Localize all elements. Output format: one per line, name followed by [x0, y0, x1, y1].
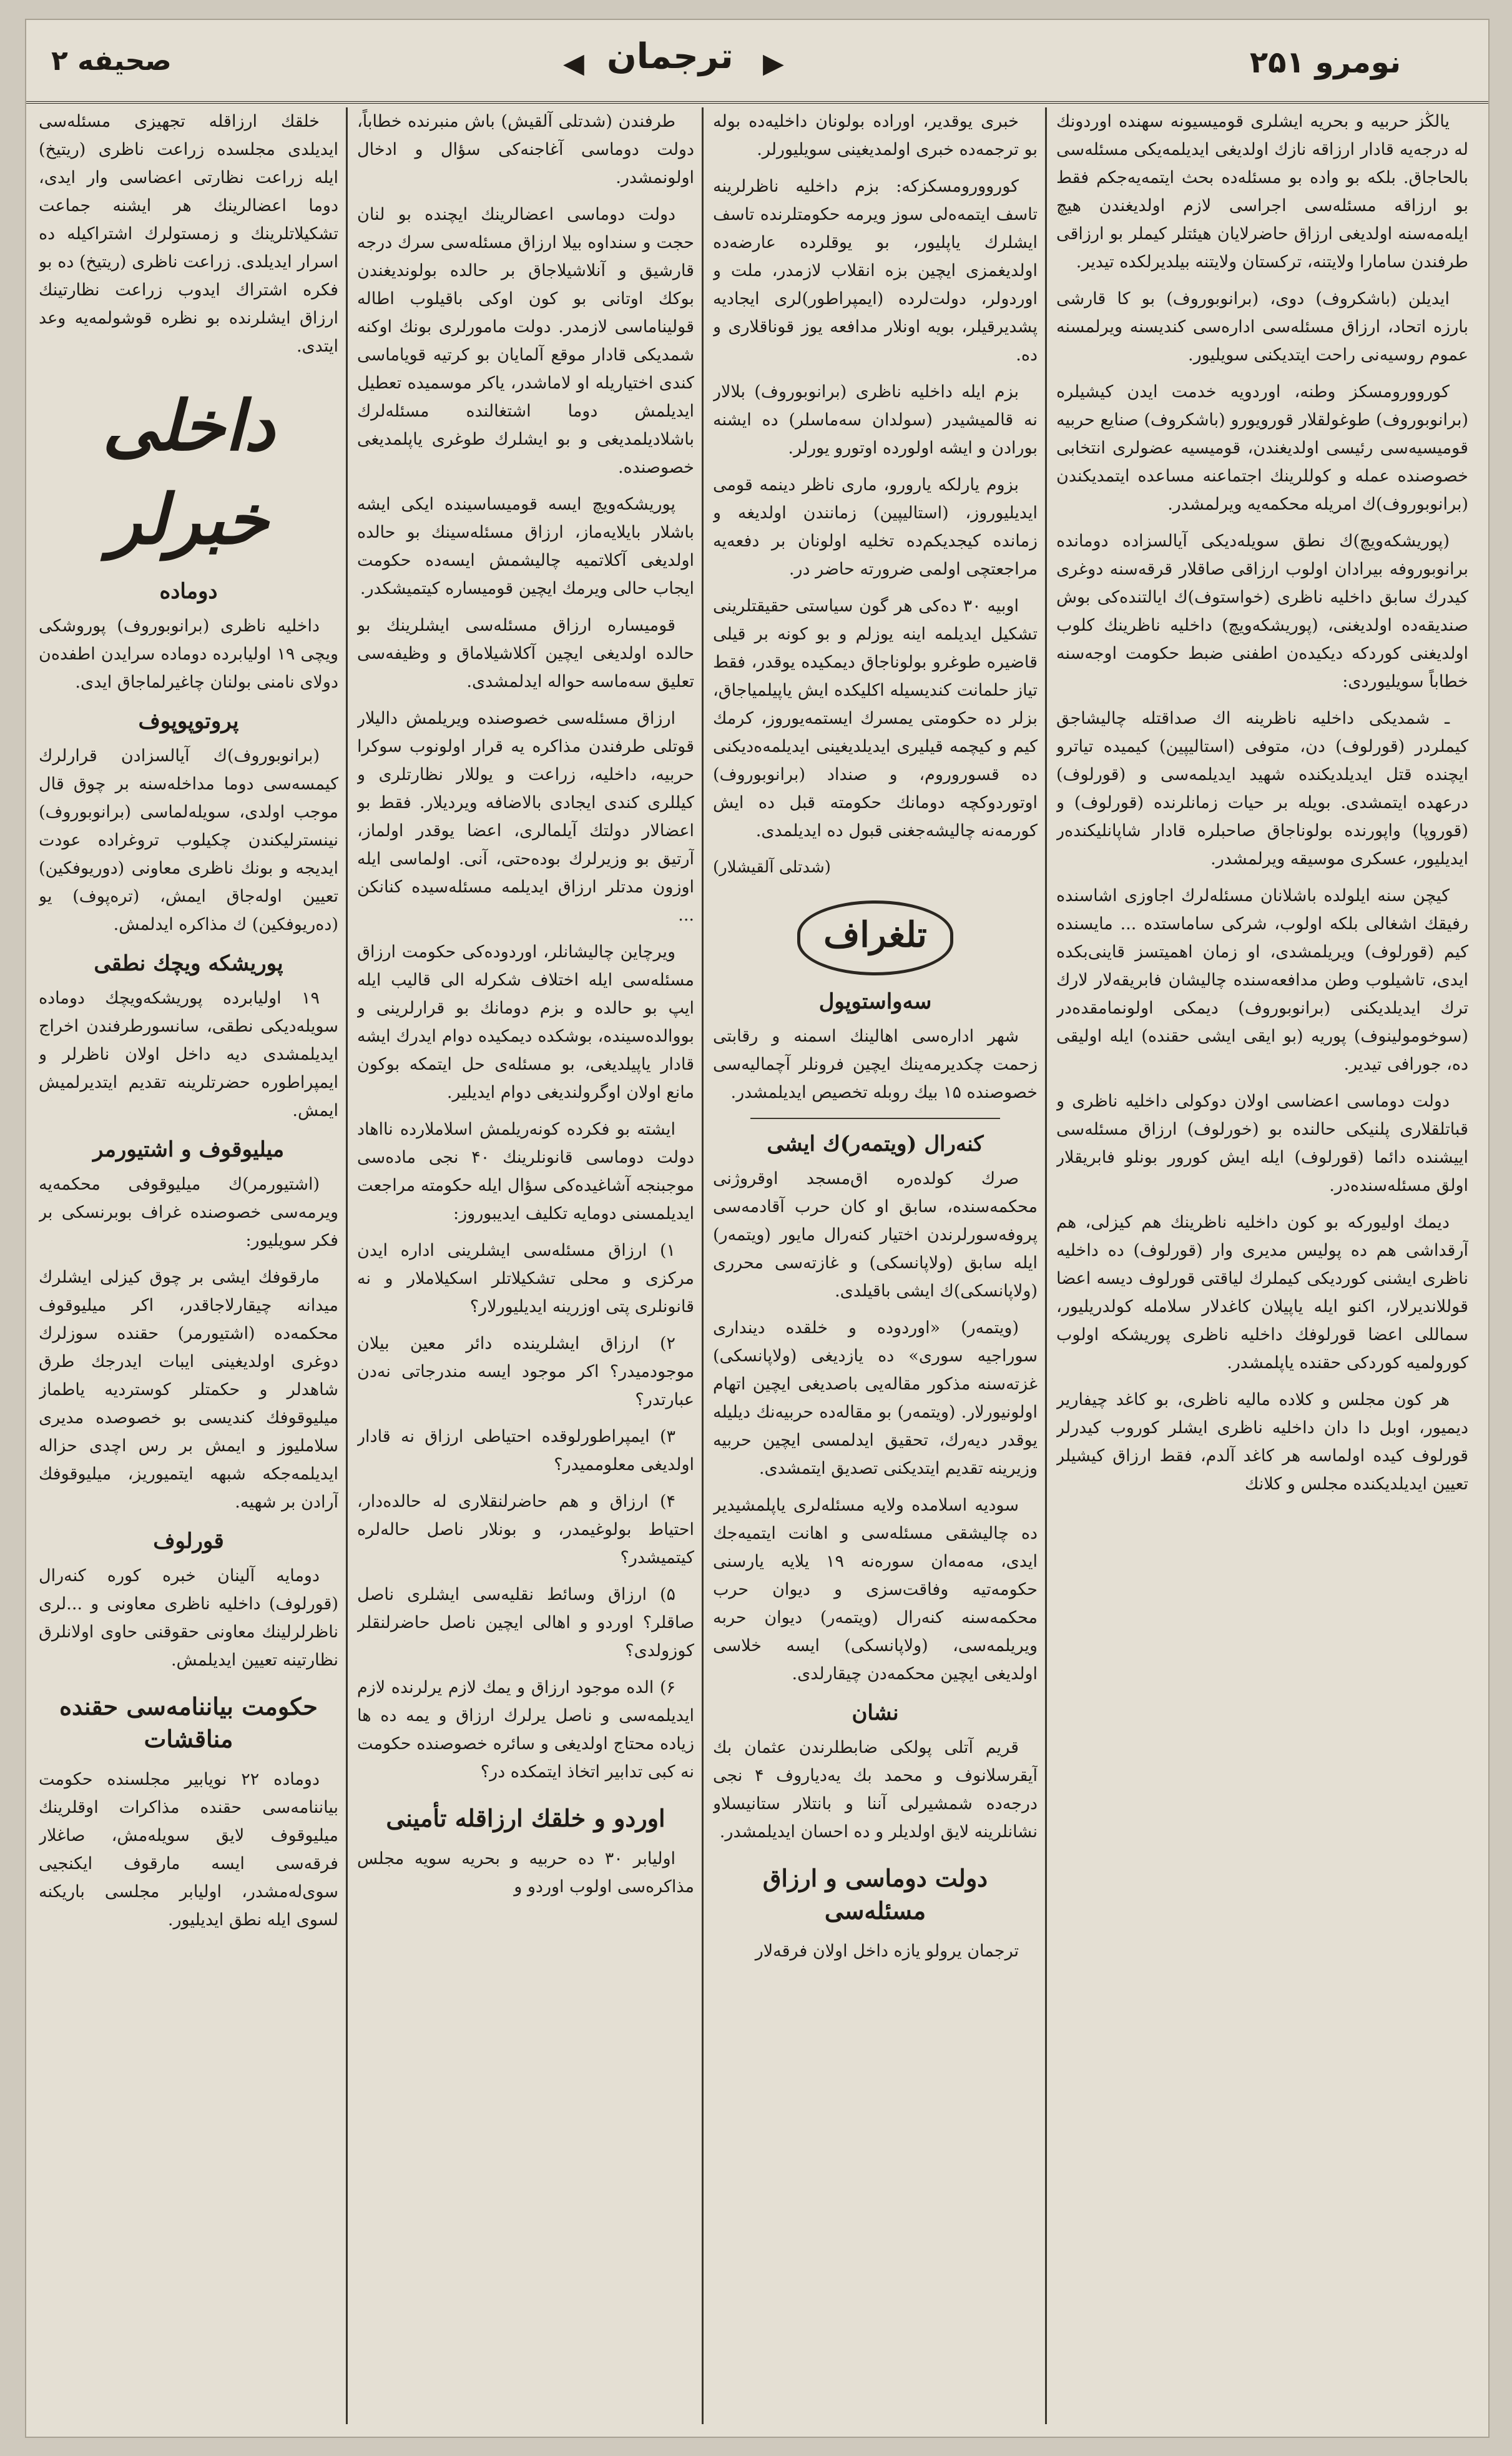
section-heading: پوریشکه ویچك نطقی [94, 951, 283, 976]
paragraph: مارقوفك ایشی بر چوق کیزلی ایشلرك میدانه چیقارلاجاقدر، اکر میلیوقوف محکمه‌ده (اشتیورمر) حقنده سوزلرك دوغری اولدیغینی ایبات ایدرجك طرق شاهدلر و حکمتلر کوستردیه یاطماز میلیوقوفك کندیسی بو خصوصده مدیری سلاملیوز و ایمش بر رس اچدی حزاله ایدیلمه‌جکه شبهه ایتمیوریز، میلیوقوفك آرادن بر شهیه. [39, 1268, 338, 1512]
newspaper-page [25, 19, 1490, 2438]
column-1 [1056, 107, 1468, 2424]
section-heading: میلیوقوف و اشتیورمر [92, 1137, 285, 1162]
paragraph: (ویتمه‌ر) «اوردوده و خلقده دینداری سوراجیه سوری» ده یازدیغی (ولاپانسکی) غزته‌سنه مذکور مقاله‌یی باصدیغی ایچین اتهام اولونیورلار. (ویتمه‌ر) بو مقاله‌ده حربیه‌نك دیلیله یوقدر دیه‌رك، تحقیق ایدلمسی ایچین حربیه وزیرینه تقدیم ایتدیکنی تصدیق ایتمشدی. [713, 1318, 1038, 1478]
page-number: صحیفه ۲ [51, 45, 172, 77]
paragraph: بزوم یارلکه یارورو، ماری ناظر دینمه قومی ایدیلیوروز، (استالیپین) زمانندن اولدیغه و زمانده کیجدیکم‌ده تخلیه اولونان بر دفعه‌یه مراجعتچی اولمی ضرورته حاضر در. [713, 475, 1038, 579]
list-item: ۱) ارزاق مسئله‌سی ایشلرینی اداره ایدن مرکزی و محلی تشکیلاتلر اسكیلاملار و نه قانونلری پتی اوزرینه ایدیلیورلار؟ [357, 1241, 694, 1316]
list-item: ۶) الده موجود ارزاق و یمك لازم یرلرنده لازم ایدیلمه‌سی و ناصل یرلرك ارزاق و یمه ده ها زیاده محتاج اولدیغی و سائره خصوصنده حکومت نه کبی تدابیر اتخاذ ایتمکده در؟ [357, 1678, 694, 1782]
paragraph: صرك کولده‌ره اق‌مسجد اوقروژنی محکمه‌سنده، سابق او کان حرب آقادمه‌سی پروفه‌سورلرندن اختیار کنه‌رال مایور (ویتمه‌ر) ایله سابق (ولاپانسکی) و غازته‌سی محرری (ولاپانسکی)ك ایشی باقیلدی. [713, 1169, 1038, 1301]
paragraph: یالڭز حربیه و بحریه ایشلری قومیسیونه سهنده اوردونك له درجه‌یه قادار ارزاقه نازك اولدیغی ایدیلمه‌یکی مسئله‌سی بالحاجاق. بلکه بو واده بو مسئله‌ده بحث ایتمه‌یه‌جکم فقط بو ارزاقه مسئله‌سی اجراسی لازم اولدیغندن هیچ ایله‌مه‌سنه اولدیغی ارزاق حاضرلایان هیئتلر کیملر بو ارزاقی طرفندن سامارا ولایتنه، ترکستان ولایتنه بیلدیرلکده تیدیر. [1056, 112, 1468, 272]
section-banner: داخلی خبرلر [102, 385, 275, 560]
section-heading: پروتوپوپوف [138, 709, 239, 734]
paragraph: خلقك ارزاقله تجهیزی مسئله‌سی ایدیلدی مجلسده زراعت ناظری (ریتیخ) ایله زراعت نظارتی اعضاسی وار ایدی، دوما اعضالرینك هر ایشنه جماعت تشکیلاتلرینك و زمستولرك اشتراکیله ده اسرار ایدیلدی. زراعت ناظری (ریتیخ) ده بو فکره اشتراك ایدوب زراعت نظارتینك ارزاق ایشلرنده بو نظره قوشولمه‌یه وعد ایتدی. [39, 112, 338, 356]
column-rule [702, 107, 704, 2424]
paragraph: اولیابر ۳۰ ده حربیه و بحریه سویه مجلس مذاکره‌سی اولوب اوردو و [357, 1849, 694, 1896]
section-heading: کنه‌رال (ویتمه‌ر)ك ایشی [767, 1132, 984, 1156]
paragraph: کیچن سنه ایلولده باشلانان مسئله‌لرك اجاوزی اشاسنده رفیقك اشغالی بلکه اولوب، شرکی ساماستده ...‌ مایسنده کیم (قورلوف) ویریلمشدی، او زمان اهمیتسز قاینی‌بکده ایدی، تاشیلوب وطن مدافعه‌سنده چالیشان فابریقه‌لار لارك ترك ایدیلدیکنی (برانوبوروف) دیمکی اولونمامقده‌در (سوخومولینوف) پوریه (بو ایقی ایشی حقنده) ایله اولیقی ده، جورافی تیدیر. [1056, 886, 1468, 1074]
ornament-left-icon: ◀ [563, 47, 584, 79]
separator [750, 1118, 1000, 1119]
paragraph: ـ شمدیکی داخلیه ناظرینه اك صداقتله چالیشاجق کیملردر (قورلوف) دن، متوفی (استالیپین) کیمیده تیاترو ایچنده قتل ایدیلدیکنده شهید ایدیلمه‌سی و (قورلوف) درعهده ایتمشدی. بویله بر حیات زمانلرنده (قورلوف) و (قوروپا) واپورنده بولوناجاق صاحبلره قادار شاپانلیکنده‌ر ایدیلیور، عسکری موسیقه ویرلمشدر. [1056, 709, 1468, 869]
paragraph: داخلیه ناظری (برانوبوروف) پوروشکی ویچی ۱۹ اولیابرده دوماده سرایدن اطفده‌ن دولای نامنی بولنان چاغیرلماجاق ایدی. [39, 616, 338, 692]
article-heading: اوردو و خلقك ارزاقله تأمینی [386, 1804, 665, 1832]
paragraph: بزم ایله داخلیه ناظری (برانوبوروف) بلالار نه قالمیشیدر (سولدان سه‌ماسلر) ده ایشنه بورادن و ایشه اولورده اوتورو یورلر. [713, 382, 1038, 458]
paragraph: (پوریشکه‌ویچ)ك نطق سویله‌دیکی آیالسزاده دومانده برانوبوروفه بیرادان اولوب ارزاقی صاقلار قرقه‌سنه دوغری کیدرك سابق داخلیه ناظری (خواستوف)ك ایالتنده‌کی بوش صندیقه‌ده اولدیغنی، (پوریشکه‌ویچ) داخلیه ناظرینك کلوب اولدیغنی کوردکه دیکیده‌ن اطفنی ضبط حکومت اوجه‌سنه خطاباً سویلیوردی: [1056, 531, 1468, 691]
section-heading: نشان [852, 1700, 899, 1725]
paragraph: کوروورومسکزکه: بزم داخلیه ناظرلرینه تاسف ایتمه‌ه‌لی سوز ویرمه حکومتلرنده تاسف ایشلرك یاپلیور، بو یوقلرده عارضه‌ده اولدیغمزی ایچین بزه انقلاب لازمدر، ملت و اوردولر، دولت‌لرده (ایمپراطور)لری ایجادیه پشدیرقیلر، بویه اونلار مدافعه یوز قوناقلاری و ده. [713, 177, 1038, 365]
section-heading: دوماده [159, 579, 218, 604]
section-heading: قورلوف [153, 1529, 224, 1554]
paragraph: دوماده ۲۲ نویابیر مجلسنده حکومت بیاننامه‌سی حقنده مذاکرات اوقلرینك میلیوقوف لایق سویله‌مش، صاغلار فرقه‌سی ایسه مارقوف ایکنجیی سوی‌له‌مشدر، اولیابر مجلسی باریکنه لسوی ایله نطق ایدیلیور. [39, 1770, 338, 1930]
paragraph: دومایه آلینان خبره کوره کنه‌رال (قورلوف) داخلیه ناظری معاونی و ...لری ناظرلرلینك معاونی حقوقنی حاوی اولانلرق نظارتینه تعیین ایدیلمش. [39, 1566, 338, 1670]
column-4 [39, 107, 338, 2424]
paragraph: (اشتیورمر)ك میلیوقوفی محکمه‌یه ویرمه‌سی خصوصنده غراف بوبرنسکی بر فکر سویلیور: [39, 1175, 338, 1250]
paragraph: کوروورومسکز وطنه، اوردویه خدمت ایدن کیشیلره (برانوبوروف) طوغولقلار قورویورو (باشکروف) صنایع حربیه قومیسیه‌سی رئیسی اولدیغندن، قومیسیه عضولری انتخابی خصوصنده عمله و کوللرینك اجتماعنه مساعده ایتمدیکندن (برانوبوروف)ك امریله محکمه‌یه ویرلمشدر. [1056, 382, 1468, 514]
issue-number: نومرو ۲۵۱ [1249, 45, 1401, 80]
paragraph: ایدیلن (باشکروف) دوی، (برانوبوروف) بو کا قارشی بارزه اتحاد، ارزاق مسئله‌سی اداره‌سی کندیسنه ویرلمسنه عموم روسیه‌نی راحت ایتدیکنی سویلیور. [1056, 289, 1468, 365]
paragraph: ترجمان یرولو یازه داخل اولان فرقه‌لار [755, 1941, 1019, 1961]
paragraph: طرفندن (شدتلی آلقیش) باش منبرنده خطاباً، دولت دوماسی آغاجنه‌کی سؤال و ادخال اولونمشدر. [357, 112, 694, 187]
paragraph: (برانوبوروف)ك آیالسزادن قرارلرك کیمسه‌سی دوما مداخله‌سنه بر چوق قال موجب اولدی، سویله‌لماسی (برانوبوروف) نینسترلیکندن چکیلوب تروغراده عودت ایدیجه و بونك ناظری معاونی (دوریوفکین) تعیین اوله‌جاق ایمش، (تره‌پوف) یو (ده‌ریوفکین) ك مذاکره ایدلمش. [39, 746, 338, 934]
signature-note: (شدتلی آلقیشلار) [713, 858, 831, 877]
telegraph-cartouche: تلغراف [797, 900, 953, 975]
paragraph: شهر اداره‌سی اهالینك اسمنه و رقابتی زحمت چکدیرمه‌ینك ایچین فرونلر آچمالیه‌سی خصوصنده ۱۵ بیك روبله تخصیص ایدیلمشدر. [713, 1027, 1038, 1102]
paragraph: دولت دوماسی اعضالرینك ایچنده بو لنان حجت و سنداوه بیلا ارزاق مسئله‌سی سرك درجه قارشیق و آنلاشیلاجاق بر حالده بولوندیغندن بوکك اوتانی بو کون اوکی باقیلوب اطاله قولیناماسی لازمدر. دولت مامورلری بونك اوکنه شمدیکی قادار موقع آلمایان بو کرتیه قویاماسی کندی اختیاریله او لاماشدر، یاکر موسمیده تعطیل ایدیلمش دوما اشتغالنده مسئله‌لرك باشلادیلمدیغی و بو ایشلرك طوغری یاپلمدیغی خصوصنده. [357, 205, 694, 477]
paragraph: قومیساره ارزاق مسئله‌سی ایشلرینك بو حالده اولدیغی ایچین آکلاشیلاماق و وظیفه‌سی تعلیق سه‌ماسه حواله ایدلمشدی. [357, 616, 694, 691]
masthead [26, 20, 1488, 104]
list-item: ۳) ایمپراطورلوقده احتیاطی ارزاق نه قادار اولدیغی معلوممیدر؟ [357, 1427, 694, 1474]
column-2 [713, 107, 1038, 2424]
paragraph: دولت دوماسی اعضاسی اولان دوکولی داخلیه ناظری و قباتلقلاری پلنیکی حالنده بو (خورلوف) ارزاق مسئله‌سی اییشنده دائما (قورلوف) ایله ایش کورور بونلو فابریقلار اولق مسئله‌سنده‌در. [1056, 1092, 1468, 1195]
paragraph: ۱۹ اولیابرده پوریشکه‌ویچك دوماده سویله‌دیکی نطقی، سانسورطرفندن اخراج ایدیلمشدی دیه داخل اولان ناظرلر و ایمپراطوره حضرتلرینه تقدیم ایتدیرلمیش ایمش. [39, 989, 338, 1120]
list-item: ۴) ارزاق و هم حاضرلنقلاری له حالده‌دار، احتیاط بولوغیمدر، و بونلار ناصل حاله‌لره کیتمیشدر؟ [357, 1492, 694, 1567]
ornament-right-icon: ▶ [763, 47, 784, 79]
paragraph: دیمك اولیورکه بو کون داخلیه ناظرینك هم کیزلی، هم آرقداشی هم ده پولیس مدیری وار (قورلوف) ده داخلیه ناظری ایشنی کوردیکی کیملرك لیاقتی قورلوف دیسه اعضا قوللاندیرلار، اکنو ایله یاپیلان کاغدلار سلامله کولدریلیور، سماللی اعضا قورلوفك داخلیه ناظری پوریشکه اولوب کورولمیه کوردکی حقنده یاپلمشدر. [1056, 1213, 1468, 1373]
column-3 [357, 107, 694, 2424]
paragraph: هر کون مجلس و کلاده مالیه ناظری، بو کاغد چیفاریر دیمیور، اوبل دا دان داخلیه ناظری ایشلر کوروب کیدرلر قورلوف کیده اولماسه هر کاغد آلدم، فقط ارزاق کیشیلر تعیین ایدیلدیکنده مجلس و کلانك [1056, 1390, 1468, 1494]
newspaper-title: ترجمان [607, 36, 734, 77]
paragraph: اوبیه ۳۰ ده‌کی هر گون سیاستی حقیقتلرینی تشکیل ایدیلمه اینه یوزلم و بو کونه بر قیلی قاضیره طوغرو بولوناجاق دیمکیده یوقدر، فقط تیاز حلمانت کندیسیله اکلیکده ایش یاپیلمیاجاق، بزلر ده حکومتی یمسرك ایستمه‌یوروز، کرمك کیم و کیچمه قیلیری ایدیلدیغینی ایدیلمه‌ه‌دیکنی ده قسوروروم، و صنداد (برانوبوروف) اوتوردوکچه دومانك حکومته قبل ده ایش کورمه‌نه چالیشه‌جغنی قبول ده ایدیلمدی. [713, 596, 1038, 841]
article-heading: دولت دوماسی و ارزاق مسئله‌سی [762, 1864, 988, 1925]
paragraph: ایشته بو فکرده کونه‌ریلمش اسلاملارده نااهاد دولت دوماسی قانونلرینك ۴۰ نجی ماده‌سی موجبنجه آشاغیده‌کی سؤال ایله حکومته مراجعت ایدیلمسنی دومایه تکلیف ایدیبوروز: [357, 1120, 694, 1223]
section-heading: سه‌واستوپول [818, 989, 932, 1014]
paragraph: پوریشکه‌ویچ ایسه قومیساسینده ایکی ایشه باشلار بایلایه‌ماز، ارزاق مسئله‌سینك بو حالده اولدیغی آکلاتمیه چالیشمش ایسه‌ده حکومت ایجاب حالی ویرمك ایچین قومیساره کیتمیشکدر. [357, 495, 694, 598]
paragraph: سودیه اسلامده ولایه مسئله‌لری یاپلمشیدیر ده چالیشقی مسئله‌سی و اهانت ایتمیه‌جك ایدی، مه‌مه‌ان سوره‌نه ۱۹ یلایه یارسنی حکومه‌تیه وفاقت‌سزی و دیوان حرب محکمه‌سنه کنه‌رال (ویتمه‌ر) دیوان حربه ویریلمه‌سی، (ولاپانسکی) ایسه خلاسی اولدیغی ایچین محکمه‌دن چیقارلدی. [713, 1496, 1038, 1684]
paragraph: خبری یوقدیر، اوراده بولونان داخلیه‌ده بوله بو ترجمه‌ده خبری اولمدیغینی سویلیورلر. [713, 112, 1038, 159]
paragraph: ارزاق مسئله‌سی خصوصنده ویریلمش دالیلار قوتلی طرفندن مذاکره یه قرار اولونوب سوکرا حربیه، داخلیه، زراعت و یوللار نظارتلری و کیللری کندی ایجادی بالاضافه ویردیلار. فقط بو اعضالار دولتك آیلمالری، اعضا یوقدر اولماز، آرتیق بو وزیرلرك بوده‌حتی، آنی. اولماسی ایله اوزون مدتلر ارزاق ایدیلمه مسئله‌سیده کنانکن ... [357, 709, 694, 925]
list-item: ۲) ارزاق ایشلرینده دائر معین بیلان موجودمیدر؟ اکر موجود ایسه مندرجاتی نه‌دن عبارتدر؟ [357, 1334, 694, 1409]
list-item: ۵) ارزاق وسائط نقلیه‌سی ایشلری ناصل صاقلر؟ اوردو و اهالی ایچین ناصل حاضرلنقلر کوزولدی؟ [357, 1585, 694, 1660]
paragraph: ویرچاین چالیشانلر، اوردوده‌کی حکومت ارزاق مسئله‌سی ایله اختلاف شکرله الی قالیب ایله ایپ بو حالده و بزم دومانك بو قرارلرینی و بووالده‌سینده، بوشکده دیمکیده دوام ایدرك ایشه قادار یاپیلدیغی، بو مسئله‌ی حل ایتمکه بوکون مانع اولان اوگرولندیغی دوام ایدیلیر. [357, 942, 694, 1102]
column-rule [346, 107, 348, 2424]
paragraph: قریم آتلی پولکی ضابطلرندن عثمان بك آیقرسلانوف و محمد بك یه‌دیاروف ۴ نجی درجه‌ده شمشیرلی آننا و بانتلار ستانیسلاو نشانلرینه لایق اولدیلر و ده احسان ایدیلمشدر. [713, 1738, 1038, 1842]
article-heading: حکومت بیاننامه‌سی حقنده مناقشات [59, 1692, 318, 1753]
column-rule [1045, 107, 1047, 2424]
